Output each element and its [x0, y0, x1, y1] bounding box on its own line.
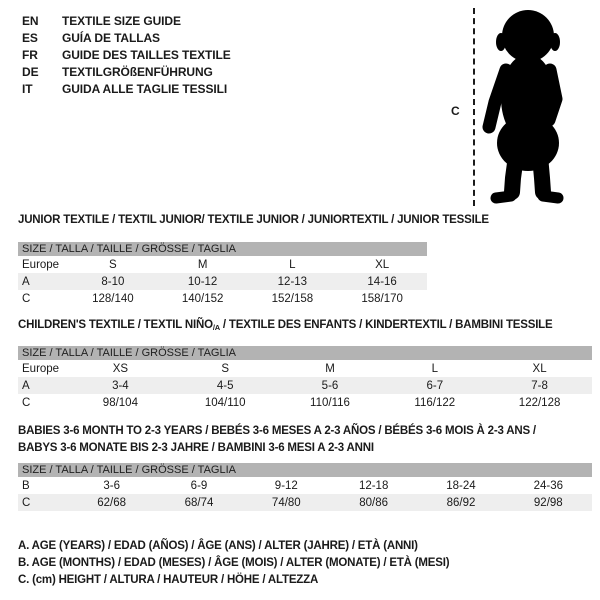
babies-title-line1: BABIES 3-6 MONTH TO 2-3 YEARS / BEBÉS 3-6 MESES A 2-3 AÑOS / BÉBÉS 3-6 MOIS À 2-3 ANS / [18, 425, 536, 437]
lang-code: ES [22, 31, 38, 45]
legend-line-b: B. AGE (MONTHS) / EDAD (MESES) / ÂGE (MOIS) / ALTER (MONATE) / ETÀ (MESI) [18, 557, 450, 569]
lang-code: EN [22, 14, 39, 28]
size-cell: L [289, 258, 296, 271]
size-cell: 104/110 [204, 396, 246, 409]
table-row [18, 273, 427, 290]
size-cell: XL [375, 258, 390, 271]
size-cell: L [431, 362, 438, 375]
row-label: A [22, 275, 30, 288]
table-row [18, 377, 592, 394]
size-cell: 3-6 [103, 479, 120, 492]
row-label: A [22, 379, 30, 392]
size-cell: 12-13 [277, 275, 308, 288]
size-cell: 80/86 [359, 496, 389, 509]
size-cell: 128/140 [92, 292, 134, 305]
size-cell: XS [112, 362, 129, 375]
junior-table-size-header: SIZE / TALLA / TAILLE / GRÖSSE / TAGLIA [18, 242, 427, 256]
row-label: Europe [22, 258, 60, 271]
size-cell: 116/122 [414, 396, 456, 409]
lang-label: GUIDE DES TAILLES TEXTILE [62, 48, 231, 62]
legend-line-a: A. AGE (YEARS) / EDAD (AÑOS) / ÂGE (ANS) / ALTER (JAHRE) / ETÀ (ANNI) [18, 540, 418, 552]
lang-code: DE [22, 65, 39, 79]
size-cell: 5-6 [321, 379, 339, 392]
height-measure-label: C [451, 104, 460, 118]
babies-size-table [18, 463, 592, 511]
language-list [22, 13, 231, 98]
size-cell: 122/128 [518, 396, 561, 409]
size-cell: 152/158 [271, 292, 314, 305]
size-cell: 8-10 [101, 275, 125, 288]
children-title-main: CHILDREN'S TEXTILE / TEXTIL NIÑO [18, 319, 213, 331]
size-cell: XL [532, 362, 547, 375]
size-cell: M [325, 362, 335, 375]
size-cell: 10-12 [187, 275, 218, 288]
lang-label: GUIDA ALLE TAGLIE TESSILI [62, 82, 228, 96]
size-cell: 158/170 [361, 292, 403, 305]
table-row [18, 394, 592, 411]
row-label: Europe [22, 362, 60, 375]
children-section-title [18, 317, 552, 336]
size-cell: 18-24 [446, 479, 476, 492]
junior-section-title: JUNIOR TEXTILE / TEXTIL JUNIOR/ TEXTILE JUNIOR / JUNIORTEXTIL / JUNIOR TESSILE [18, 214, 489, 226]
lang-code: FR [22, 48, 38, 62]
children-size-table [18, 346, 592, 411]
table-row [18, 290, 427, 307]
table-row [18, 256, 427, 273]
size-cell: 92/98 [533, 496, 563, 509]
children-table-size-header: SIZE / TALLA / TAILLE / GRÖSSE / TAGLIA [18, 346, 592, 360]
size-cell: 110/116 [310, 396, 350, 409]
size-cell: 7-8 [531, 379, 548, 392]
row-label: C [22, 496, 31, 509]
size-cell: M [197, 258, 208, 271]
size-cell: 12-18 [358, 479, 389, 492]
height-measure-dashed-line [473, 8, 475, 206]
table-row [18, 360, 592, 377]
lang-label: GUÍA DE TALLAS [62, 31, 160, 45]
babies-section-title [18, 423, 536, 457]
row-label: C [22, 396, 31, 409]
lang-code: IT [22, 82, 33, 96]
table-row [18, 494, 592, 511]
size-cell: S [109, 258, 117, 271]
babies-table-size-header: SIZE / TALLA / TAILLE / GRÖSSE / TAGLIA [18, 463, 592, 477]
size-cell: 140/152 [181, 292, 224, 305]
lang-label: TEXTILGRÖßENFÜHRUNG [62, 65, 213, 79]
children-title-subscript: /A [212, 323, 220, 332]
size-cell: 6-9 [190, 479, 208, 492]
size-cell: 68/74 [184, 496, 214, 509]
size-cell: 86/92 [446, 496, 476, 509]
size-cell: 9-12 [274, 479, 298, 492]
size-cell: 3-4 [112, 379, 129, 392]
lang-label: TEXTILE SIZE GUIDE [62, 14, 181, 28]
size-cell: 74/80 [271, 496, 301, 509]
size-cell: 14-16 [367, 275, 397, 288]
table-row [18, 477, 592, 494]
legend-line-c: C. (cm) HEIGHT / ALTURA / HAUTEUR / HÖHE / ALTEZZA [18, 574, 319, 586]
size-cell: 4-5 [216, 379, 234, 392]
size-cell: 98/104 [102, 396, 138, 409]
toddler-silhouette-image [482, 6, 574, 206]
babies-title-line2: BABYS 3-6 MONATE BIS 2-3 JAHRE / BAMBINI 3-6 MESI A 2-3 ANNI [18, 442, 374, 454]
row-label: B [22, 479, 30, 492]
row-label: C [22, 292, 31, 305]
size-cell: 62/68 [97, 496, 127, 509]
size-cell: 24-36 [533, 479, 564, 492]
children-title-rest: / TEXTILE DES ENFANTS / KINDERTEXTIL / BAMBINI TESSILE [219, 319, 553, 331]
size-cell: 6-7 [426, 379, 444, 392]
size-cell: S [221, 362, 230, 375]
measurement-legend [18, 538, 449, 589]
junior-size-table [18, 242, 427, 307]
